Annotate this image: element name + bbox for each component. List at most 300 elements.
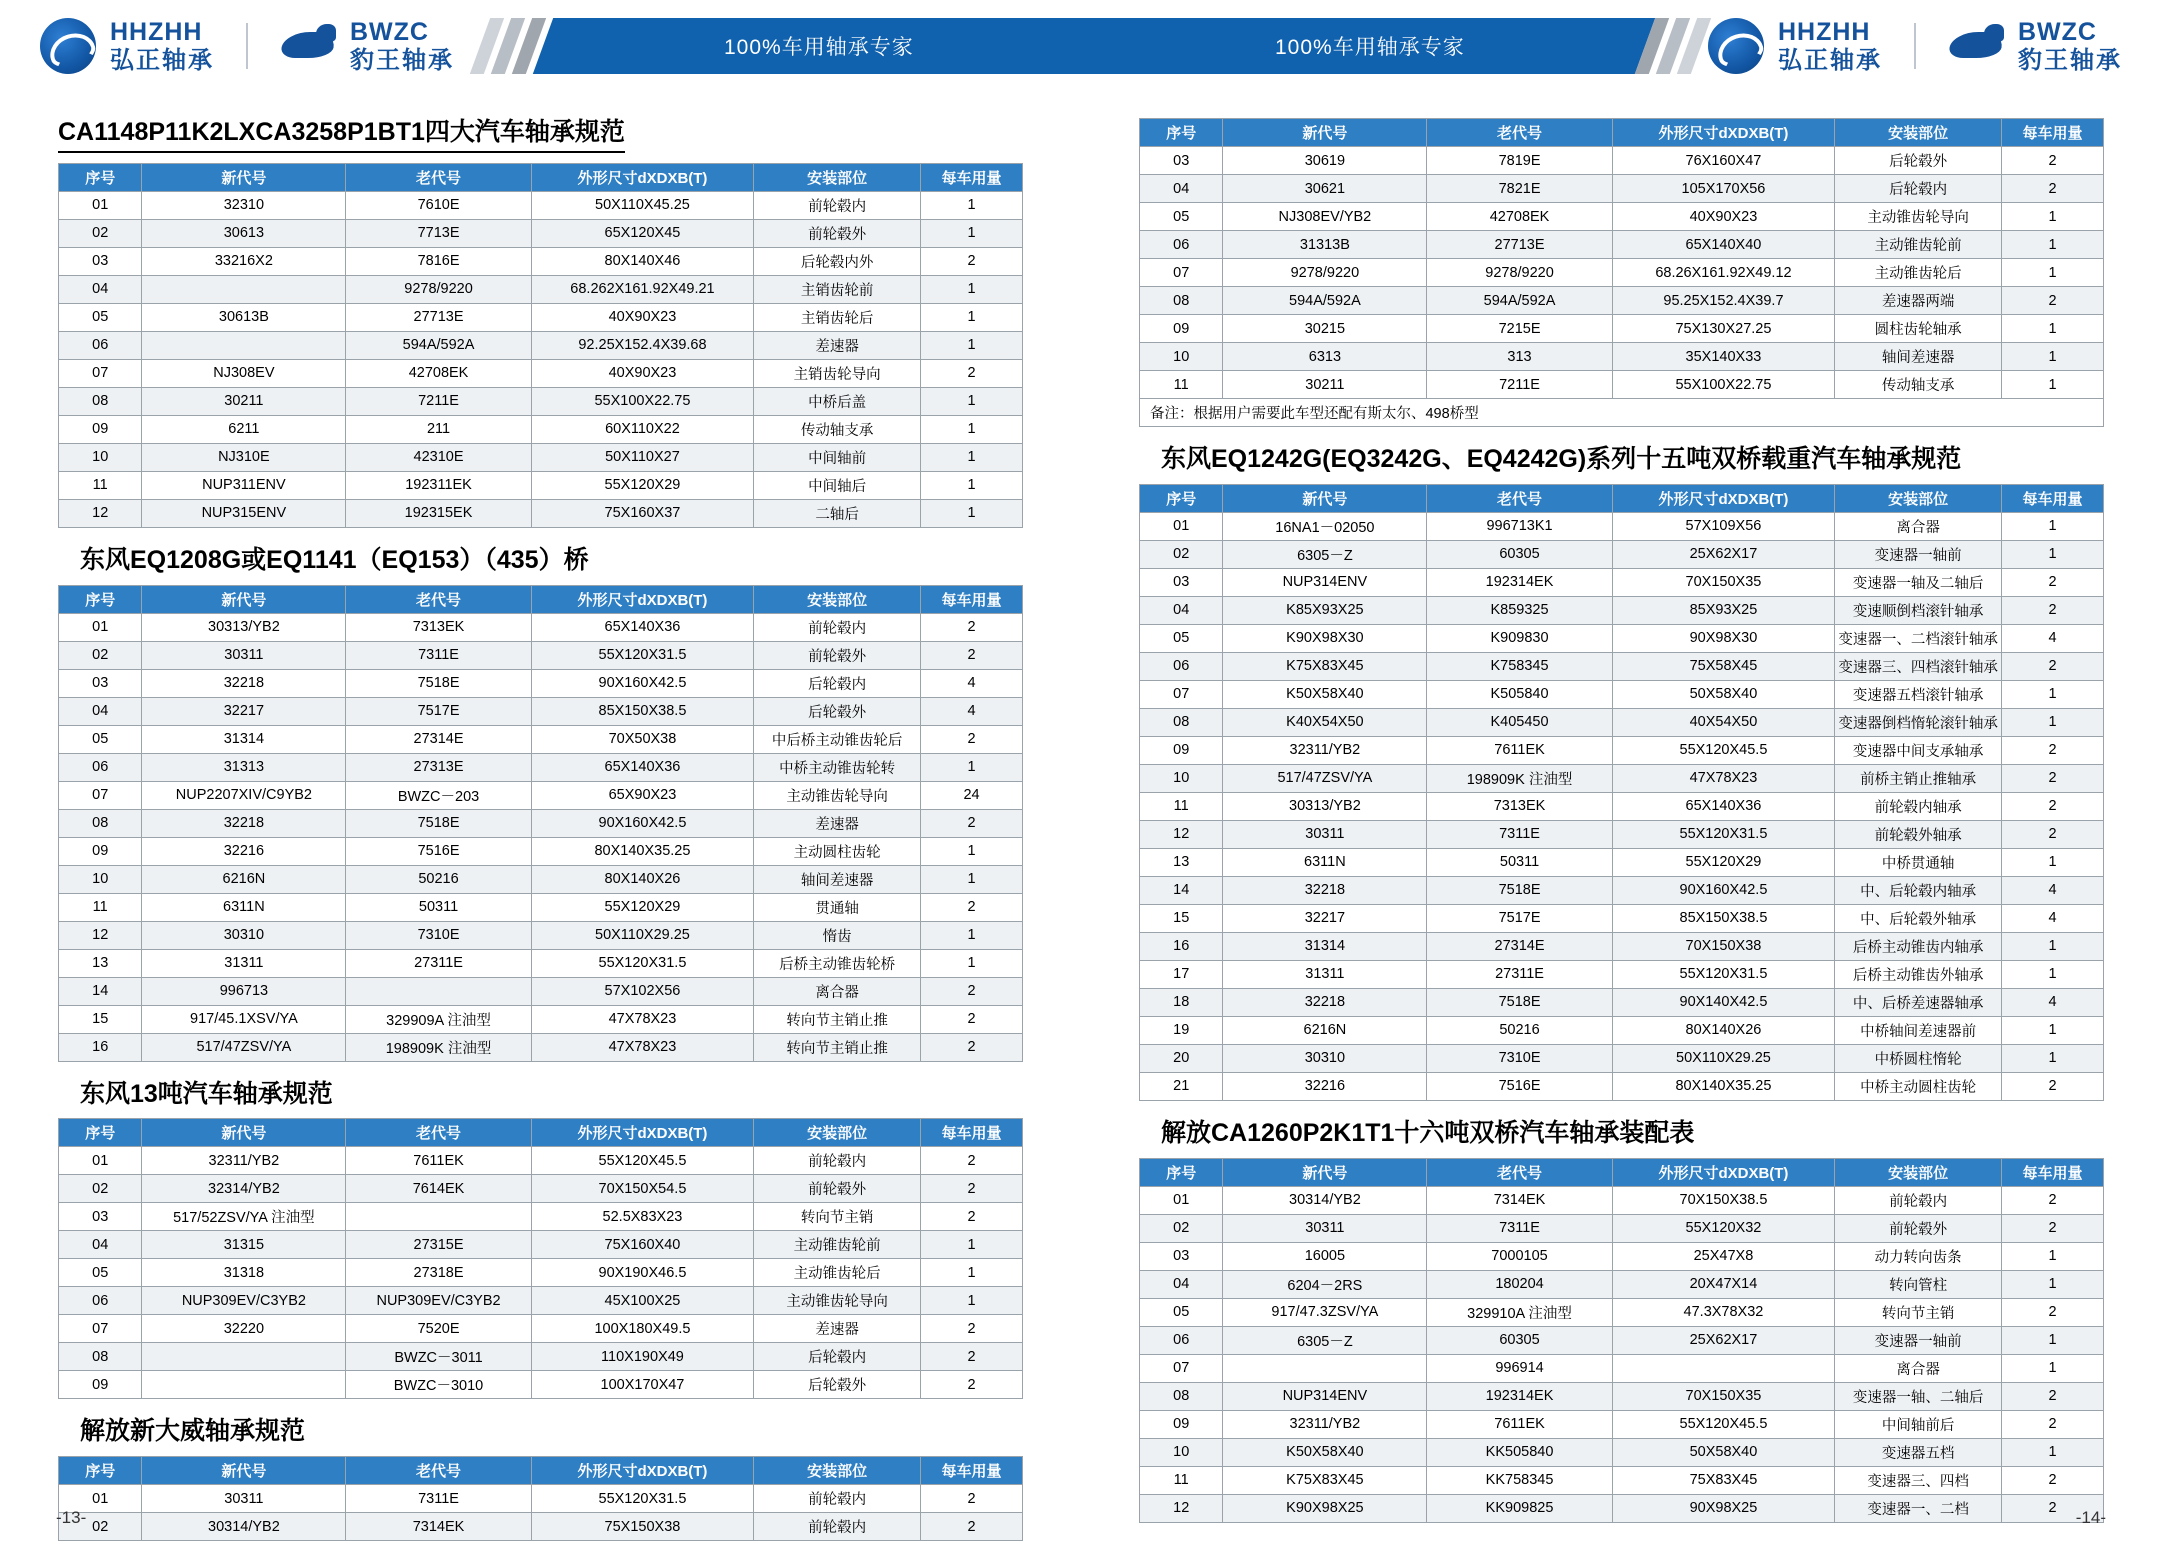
table-cell: 变速器三、四档 bbox=[1835, 1466, 2002, 1494]
table-cell: 50X110X29.25 bbox=[531, 921, 753, 949]
table-cell: 1 bbox=[2002, 708, 2104, 736]
table-cell: 7311E bbox=[346, 1485, 531, 1513]
table-row bbox=[1140, 596, 2104, 624]
table-cell: 05 bbox=[59, 1259, 142, 1287]
table-cell: 1 bbox=[2002, 203, 2104, 231]
table-cell: 2 bbox=[2002, 1466, 2104, 1494]
table-cell: 996914 bbox=[1427, 1354, 1612, 1382]
column-header: 安装部位 bbox=[754, 1119, 921, 1147]
table-cell: 7520E bbox=[346, 1315, 531, 1343]
table-cell: 10 bbox=[1140, 1438, 1223, 1466]
column-header: 外形尺寸dXDXB(T) bbox=[1612, 1158, 1834, 1186]
table-row bbox=[59, 1315, 1023, 1343]
table-cell: 192314EK bbox=[1427, 568, 1612, 596]
table-cell: 差速器两端 bbox=[1835, 287, 2002, 315]
table-cell: 2 bbox=[2002, 736, 2104, 764]
table-cell: 7211E bbox=[1427, 371, 1612, 399]
table-row bbox=[1140, 343, 2104, 371]
table-cell: 2 bbox=[2002, 764, 2104, 792]
table-row bbox=[59, 893, 1023, 921]
table-cell: 04 bbox=[1140, 596, 1223, 624]
table-cell: 35X140X33 bbox=[1612, 343, 1834, 371]
column-header: 序号 bbox=[59, 1119, 142, 1147]
table-cell: 30311 bbox=[1223, 1214, 1427, 1242]
table-row bbox=[1140, 1354, 2104, 1382]
table-cell: 25X47X8 bbox=[1612, 1242, 1834, 1270]
table-row bbox=[59, 359, 1023, 387]
table-cell: 50216 bbox=[1427, 1016, 1612, 1044]
table-cell: 32314/YB2 bbox=[142, 1175, 346, 1203]
table-cell: NUP314ENV bbox=[1223, 568, 1427, 596]
table-cell: 1 bbox=[921, 1231, 1023, 1259]
table-cell: 75X160X40 bbox=[531, 1231, 753, 1259]
table-cell: K85X93X25 bbox=[1223, 596, 1427, 624]
table-row bbox=[59, 1231, 1023, 1259]
table-cell: 1 bbox=[2002, 932, 2104, 960]
table-cell: 2 bbox=[921, 1315, 1023, 1343]
table-cell: 32220 bbox=[142, 1315, 346, 1343]
table-cell: NUP2207XIV/C9YB2 bbox=[142, 781, 346, 809]
table-cell: 32217 bbox=[142, 697, 346, 725]
table-row bbox=[1140, 1214, 2104, 1242]
table-cell: 27314E bbox=[1427, 932, 1612, 960]
table-cell: 75X150X38 bbox=[531, 1513, 753, 1541]
column-header: 序号 bbox=[1140, 484, 1223, 512]
table-cell: 前轮毂内轴承 bbox=[1835, 792, 2002, 820]
table-cell: 04 bbox=[59, 1231, 142, 1259]
column-header: 外形尺寸dXDXB(T) bbox=[1612, 484, 1834, 512]
table-cell: 08 bbox=[59, 809, 142, 837]
table-cell: 30619 bbox=[1223, 147, 1427, 175]
table-cell: 前轮毂内 bbox=[754, 1485, 921, 1513]
table-cell: 50X58X40 bbox=[1612, 680, 1834, 708]
table-cell: 08 bbox=[1140, 1382, 1223, 1410]
table-row bbox=[59, 415, 1023, 443]
section-title-s4: 解放新大威轴承规范 bbox=[80, 1417, 306, 1446]
table-cell: 2 bbox=[2002, 1214, 2104, 1242]
table-wrap-s7 bbox=[1139, 1158, 2104, 1523]
table-cell: 1 bbox=[921, 499, 1023, 527]
table-cell: 中、后轮毂外轴承 bbox=[1835, 904, 2002, 932]
bearing-spec-table bbox=[1139, 118, 2104, 427]
table-cell: 中桥主动圆柱齿轮 bbox=[1835, 1072, 2002, 1100]
table-cell: 76X160X47 bbox=[1612, 147, 1834, 175]
table-cell: 75X160X37 bbox=[531, 499, 753, 527]
brand-cn-label: 弘正轴承 bbox=[1778, 46, 1882, 74]
table-cell: 变速器五档滚针轴承 bbox=[1835, 680, 2002, 708]
table-cell: 55X120X29 bbox=[531, 893, 753, 921]
bearing-spec-table bbox=[1139, 1158, 2104, 1523]
bearing-spec-table bbox=[1139, 484, 2104, 1101]
table-row bbox=[59, 471, 1023, 499]
table-row bbox=[59, 1485, 1023, 1513]
hhzhh-logo-icon bbox=[1708, 18, 1764, 74]
table-cell: 中桥主动锥齿轮转 bbox=[754, 753, 921, 781]
table-cell: 02 bbox=[1140, 540, 1223, 568]
table-cell: 2 bbox=[921, 613, 1023, 641]
table-cell: 主动锥齿轮导向 bbox=[1835, 203, 2002, 231]
table-cell: 2 bbox=[921, 809, 1023, 837]
table-cell: 1 bbox=[921, 471, 1023, 499]
table-cell: 07 bbox=[1140, 259, 1223, 287]
table-cell: 30310 bbox=[1223, 1044, 1427, 1072]
bearing-spec-table bbox=[58, 163, 1023, 528]
table-cell: 中间轴前 bbox=[754, 443, 921, 471]
table-row bbox=[1140, 1298, 2104, 1326]
table-cell: 主动圆柱齿轮 bbox=[754, 837, 921, 865]
table-cell: K50X58X40 bbox=[1223, 680, 1427, 708]
logo-divider bbox=[246, 23, 248, 69]
table-row bbox=[59, 1005, 1023, 1033]
table-cell: 70X150X38 bbox=[1612, 932, 1834, 960]
table-row bbox=[59, 725, 1023, 753]
table-cell: BWZC－203 bbox=[346, 781, 531, 809]
table-cell: 55X100X22.75 bbox=[1612, 371, 1834, 399]
table-cell: 70X150X35 bbox=[1612, 568, 1834, 596]
table-cell: 31318 bbox=[142, 1259, 346, 1287]
table-cell: 32218 bbox=[142, 809, 346, 837]
table-cell: 变速器一、二档 bbox=[1835, 1494, 2002, 1522]
section-title-s6: 东风EQ1242G(EQ3242G、EQ4242G)系列十五吨双桥载重汽车轴承规范 bbox=[1161, 445, 1962, 473]
table-cell: 32216 bbox=[142, 837, 346, 865]
page-content bbox=[0, 100, 2162, 1542]
table-row bbox=[1140, 1466, 2104, 1494]
column-header: 外形尺寸dXDXB(T) bbox=[1612, 119, 1834, 147]
table-cell: 04 bbox=[59, 697, 142, 725]
table-cell: 05 bbox=[1140, 203, 1223, 231]
column-header: 每车用量 bbox=[921, 1457, 1023, 1485]
table-cell: 轴间差速器 bbox=[1835, 343, 2002, 371]
column-header: 序号 bbox=[59, 163, 142, 191]
table-cell: 1 bbox=[2002, 960, 2104, 988]
table-row bbox=[59, 331, 1023, 359]
table-row bbox=[1140, 371, 2104, 399]
table-cell: 25X62X17 bbox=[1612, 1326, 1834, 1354]
table-cell: 1 bbox=[921, 1259, 1023, 1287]
table-cell: 03 bbox=[59, 247, 142, 275]
table-cell: 02 bbox=[59, 1513, 142, 1541]
table-cell: 1 bbox=[2002, 371, 2104, 399]
table-cell: 80X140X46 bbox=[531, 247, 753, 275]
table-cell: 47X78X23 bbox=[531, 1005, 753, 1033]
table-cell: 50311 bbox=[346, 893, 531, 921]
table-cell: 11 bbox=[1140, 792, 1223, 820]
table-cell: 7215E bbox=[1427, 315, 1612, 343]
table-cell: 12 bbox=[1140, 1494, 1223, 1522]
table-row bbox=[1140, 1186, 2104, 1214]
table-cell: BWZC－3011 bbox=[346, 1343, 531, 1371]
table-cell: 07 bbox=[1140, 680, 1223, 708]
column-header: 安装部位 bbox=[1835, 1158, 2002, 1186]
table-cell: NUP309EV/C3YB2 bbox=[346, 1287, 531, 1315]
brand-cn-label: 弘正轴承 bbox=[110, 46, 214, 74]
table-cell: 离合器 bbox=[1835, 1354, 2002, 1382]
table-cell: 1 bbox=[2002, 540, 2104, 568]
table-cell: 50X110X27 bbox=[531, 443, 753, 471]
table-row bbox=[59, 753, 1023, 781]
table-cell bbox=[142, 1343, 346, 1371]
table-cell: 前轮毂外轴承 bbox=[1835, 820, 2002, 848]
table-cell: 前轮毂外 bbox=[754, 219, 921, 247]
column-header: 外形尺寸dXDXB(T) bbox=[531, 1119, 753, 1147]
table-cell: 中间轴后 bbox=[754, 471, 921, 499]
table-cell: 1 bbox=[2002, 1354, 2104, 1382]
table-row bbox=[59, 499, 1023, 527]
table-cell: 离合器 bbox=[754, 977, 921, 1005]
table-cell: 7517E bbox=[346, 697, 531, 725]
table-cell: 6216N bbox=[1223, 1016, 1427, 1044]
section-title-s7: 解放CA1260P2K1T1十六吨双桥汽车轴承装配表 bbox=[1161, 1118, 1695, 1147]
table-row bbox=[59, 949, 1023, 977]
table-cell: 后桥主动锥齿外轴承 bbox=[1835, 960, 2002, 988]
table-wrap-s4 bbox=[58, 1456, 1023, 1541]
table-row bbox=[59, 809, 1023, 837]
table-cell: 变速器一轴及二轴后 bbox=[1835, 568, 2002, 596]
column-header: 老代号 bbox=[1427, 1158, 1612, 1186]
table-cell: 2 bbox=[2002, 652, 2104, 680]
table-cell: 09 bbox=[1140, 1410, 1223, 1438]
table-cell: 01 bbox=[59, 191, 142, 219]
table-cell: 07 bbox=[59, 781, 142, 809]
table-cell: 65X90X23 bbox=[531, 781, 753, 809]
table-cell: 90X160X42.5 bbox=[531, 809, 753, 837]
bearing-spec-table bbox=[58, 585, 1023, 1062]
table-row bbox=[1140, 540, 2104, 568]
table-cell: 30613B bbox=[142, 303, 346, 331]
table-cell: 7516E bbox=[346, 837, 531, 865]
column-header: 安装部位 bbox=[754, 585, 921, 613]
table-cell: 47.3X78X32 bbox=[1612, 1298, 1834, 1326]
table-cell: 313 bbox=[1427, 343, 1612, 371]
table-cell: 主销齿轮前 bbox=[754, 275, 921, 303]
column-header: 安装部位 bbox=[1835, 484, 2002, 512]
table-cell: 16 bbox=[1140, 932, 1223, 960]
table-cell: 02 bbox=[59, 641, 142, 669]
table-row bbox=[1140, 792, 2104, 820]
table-cell: 08 bbox=[59, 387, 142, 415]
table-cell: 996713 bbox=[142, 977, 346, 1005]
table-cell: 12 bbox=[59, 499, 142, 527]
table-row bbox=[59, 1147, 1023, 1175]
table-cell: 1 bbox=[2002, 1016, 2104, 1044]
table-cell: 2 bbox=[2002, 792, 2104, 820]
table-cell: 30314/YB2 bbox=[1223, 1186, 1427, 1214]
table-cell: 11 bbox=[59, 893, 142, 921]
table-cell: 32216 bbox=[1223, 1072, 1427, 1100]
table-cell: 80X140X26 bbox=[1612, 1016, 1834, 1044]
table-cell: 2 bbox=[2002, 1382, 2104, 1410]
table-cell: 7314EK bbox=[346, 1513, 531, 1541]
table-cell: 18 bbox=[1140, 988, 1223, 1016]
table-cell: 7610E bbox=[346, 191, 531, 219]
table-row bbox=[59, 865, 1023, 893]
table-cell: 前轮毂外 bbox=[754, 1175, 921, 1203]
table-cell: 后轮毂外 bbox=[754, 1371, 921, 1399]
table-cell: 02 bbox=[59, 219, 142, 247]
table-cell: 主动锥齿轮前 bbox=[1835, 231, 2002, 259]
table-cell: 主动锥齿轮导向 bbox=[754, 781, 921, 809]
table-cell: 转向节主销 bbox=[754, 1203, 921, 1231]
column-header: 新代号 bbox=[142, 163, 346, 191]
table-cell: 80X140X26 bbox=[531, 865, 753, 893]
table-cell: 2 bbox=[2002, 287, 2104, 315]
table-cell: K758345 bbox=[1427, 652, 1612, 680]
table-cell: 传动轴支承 bbox=[754, 415, 921, 443]
table-cell: 06 bbox=[1140, 1326, 1223, 1354]
table-cell: 27713E bbox=[1427, 231, 1612, 259]
table-cell: 55X120X45.5 bbox=[1612, 1410, 1834, 1438]
table-cell: 2 bbox=[921, 1485, 1023, 1513]
table-cell: 192311EK bbox=[346, 471, 531, 499]
table-cell: 40X90X23 bbox=[531, 303, 753, 331]
table-cell: 47X78X23 bbox=[531, 1033, 753, 1061]
table-row bbox=[1140, 848, 2104, 876]
table-cell: K50X58X40 bbox=[1223, 1438, 1427, 1466]
table-cell: 4 bbox=[2002, 904, 2104, 932]
hhzhh-logo-text bbox=[1778, 17, 1882, 74]
table-cell: 198909K 注油型 bbox=[346, 1033, 531, 1061]
table-cell: 09 bbox=[59, 837, 142, 865]
table-cell: 55X100X22.75 bbox=[531, 387, 753, 415]
brand-logo-right bbox=[1708, 18, 2122, 74]
table-row bbox=[59, 697, 1023, 725]
column-header: 安装部位 bbox=[1835, 119, 2002, 147]
table-cell: 6311N bbox=[142, 893, 346, 921]
table-cell: K90X98X30 bbox=[1223, 624, 1427, 652]
table-cell: 差速器 bbox=[754, 331, 921, 359]
column-header: 老代号 bbox=[1427, 119, 1612, 147]
table-row bbox=[1140, 512, 2104, 540]
table-cell: 31314 bbox=[1223, 932, 1427, 960]
table-cell: 15 bbox=[59, 1005, 142, 1033]
table-cell: 变速器五档 bbox=[1835, 1438, 2002, 1466]
table-row bbox=[1140, 287, 2104, 315]
banner-bar bbox=[533, 18, 1655, 74]
table-cell: 前轮毂内 bbox=[1835, 1186, 2002, 1214]
table-cell: 04 bbox=[1140, 1270, 1223, 1298]
table-row bbox=[1140, 1072, 2104, 1100]
banner-text-left: 100%车用轴承专家 bbox=[723, 36, 914, 59]
table-cell: 30311 bbox=[142, 1485, 346, 1513]
table-cell: 55X120X31.5 bbox=[1612, 960, 1834, 988]
table-cell: 1 bbox=[921, 443, 1023, 471]
table-cell: 7611EK bbox=[1427, 736, 1612, 764]
table-cell: 传动轴支承 bbox=[1835, 371, 2002, 399]
brand-en-label: HHZHH bbox=[1778, 17, 1871, 46]
table-cell: NUP314ENV bbox=[1223, 1382, 1427, 1410]
table-cell: 前轮毂内 bbox=[754, 613, 921, 641]
table-cell: 09 bbox=[1140, 315, 1223, 343]
table-cell: 1 bbox=[2002, 680, 2104, 708]
table-cell: 2 bbox=[2002, 1298, 2104, 1326]
table-cell: 轴间差速器 bbox=[754, 865, 921, 893]
table-cell: K505840 bbox=[1427, 680, 1612, 708]
table-cell: 中桥贯通轴 bbox=[1835, 848, 2002, 876]
column-header: 每车用量 bbox=[2002, 484, 2104, 512]
table-cell: 6311N bbox=[1223, 848, 1427, 876]
table-cell: 11 bbox=[1140, 1466, 1223, 1494]
table-cell: 32311/YB2 bbox=[142, 1147, 346, 1175]
table-cell: 1 bbox=[2002, 343, 2104, 371]
table-cell: 75X83X45 bbox=[1612, 1466, 1834, 1494]
table-cell: 7518E bbox=[1427, 988, 1612, 1016]
table-cell: 差速器 bbox=[754, 1315, 921, 1343]
table-cell: 2 bbox=[921, 977, 1023, 1005]
table-cell: 32218 bbox=[142, 669, 346, 697]
table-cell bbox=[1223, 1354, 1427, 1382]
page-header bbox=[0, 0, 2162, 92]
table-cell: 917/47.3ZSV/YA bbox=[1223, 1298, 1427, 1326]
table-cell: 42708EK bbox=[1427, 203, 1612, 231]
table-cell: K405450 bbox=[1427, 708, 1612, 736]
table-cell: 65X140X36 bbox=[1612, 792, 1834, 820]
table-row bbox=[1140, 820, 2104, 848]
hhzhh-logo-icon bbox=[40, 18, 96, 74]
table-cell bbox=[142, 275, 346, 303]
table-cell: 329910A 注油型 bbox=[1427, 1298, 1612, 1326]
table-cell: 30211 bbox=[142, 387, 346, 415]
table-note-row bbox=[1140, 399, 2104, 427]
table-cell: 30314/YB2 bbox=[142, 1513, 346, 1541]
table-cell: 75X130X27.25 bbox=[1612, 315, 1834, 343]
table-row bbox=[1140, 764, 2104, 792]
table-cell: 11 bbox=[59, 471, 142, 499]
table-cell: 离合器 bbox=[1835, 512, 2002, 540]
table-cell: 1 bbox=[2002, 848, 2104, 876]
table-cell: 主销齿轮导向 bbox=[754, 359, 921, 387]
table-row bbox=[1140, 175, 2104, 203]
table-cell: 后轮毂内 bbox=[754, 669, 921, 697]
table-cell: 32310 bbox=[142, 191, 346, 219]
table-row bbox=[1140, 1382, 2104, 1410]
table-cell: 90X98X30 bbox=[1612, 624, 1834, 652]
table-cell: 33216X2 bbox=[142, 247, 346, 275]
table-cell: 1 bbox=[921, 921, 1023, 949]
table-cell: 2 bbox=[921, 1371, 1023, 1399]
column-header: 新代号 bbox=[142, 585, 346, 613]
table-cell: 70X50X38 bbox=[531, 725, 753, 753]
table-cell bbox=[142, 1371, 346, 1399]
table-cell: 2 bbox=[921, 359, 1023, 387]
table-row bbox=[59, 1513, 1023, 1541]
table-row bbox=[1140, 904, 2104, 932]
table-row bbox=[59, 669, 1023, 697]
table-cell: 1 bbox=[2002, 1326, 2104, 1354]
table-cell: 55X120X45.5 bbox=[531, 1147, 753, 1175]
table-cell: 30311 bbox=[142, 641, 346, 669]
table-cell: 90X98X25 bbox=[1612, 1494, 1834, 1522]
table-cell: 32311/YB2 bbox=[1223, 736, 1427, 764]
table-cell: 2 bbox=[921, 641, 1023, 669]
table-cell: 2 bbox=[921, 1343, 1023, 1371]
table-cell: 2 bbox=[921, 1033, 1023, 1061]
table-row bbox=[1140, 1016, 2104, 1044]
section-title-s2: 东风EQ1208G或EQ1141（EQ153）（435）桥 bbox=[80, 545, 589, 574]
table-cell: 03 bbox=[59, 669, 142, 697]
table-cell: 55X120X31.5 bbox=[531, 641, 753, 669]
table-wrap-s6 bbox=[1139, 484, 2104, 1101]
table-cell: 100X170X47 bbox=[531, 1371, 753, 1399]
table-cell: 1 bbox=[921, 275, 1023, 303]
table-cell: 50X58X40 bbox=[1612, 1438, 1834, 1466]
table-cell: 40X90X23 bbox=[1612, 203, 1834, 231]
table-cell: K859325 bbox=[1427, 596, 1612, 624]
table-cell: 主动锥齿轮后 bbox=[754, 1259, 921, 1287]
table-cell: 60X110X22 bbox=[531, 415, 753, 443]
table-note: 备注：根据用户需要此车型还配有斯太尔、498桥型 bbox=[1140, 399, 2104, 427]
table-cell: 996713K1 bbox=[1427, 512, 1612, 540]
table-cell: 1 bbox=[2002, 315, 2104, 343]
